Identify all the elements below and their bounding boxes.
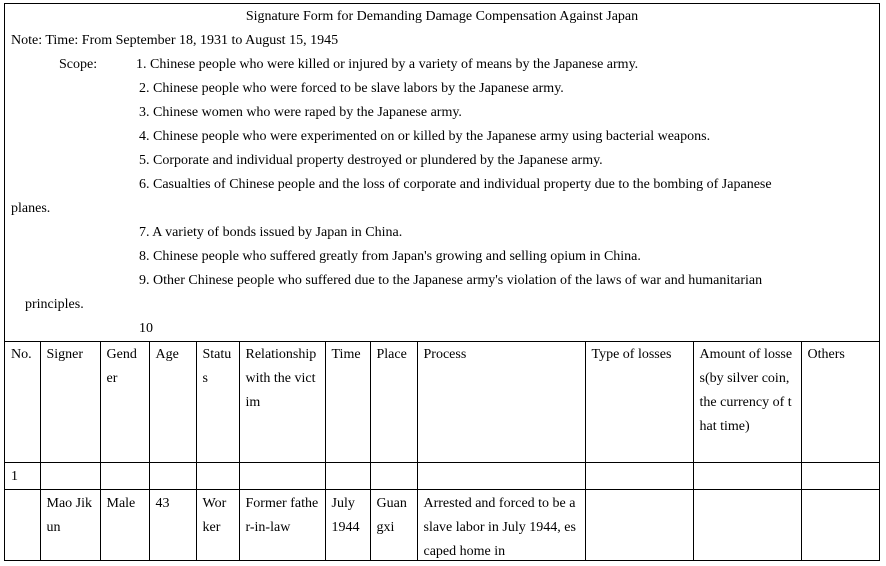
cell-status: Worker bbox=[196, 489, 239, 561]
table-cell bbox=[100, 462, 149, 489]
row-number-cell: 1 bbox=[5, 462, 40, 489]
header-amount-of-losses: Amount of losses(by silver coin, the currency of that time) bbox=[693, 341, 801, 462]
scope-item-1: 1. Chinese people who were killed or injured by a variety of means by the Japanese army. bbox=[136, 57, 639, 72]
header-gender: Gender bbox=[100, 341, 149, 462]
cell-no bbox=[5, 489, 40, 561]
header-process: Process bbox=[417, 341, 585, 462]
scope-item-6: 6. Casualties of Chinese people and the loss of corporate and individual property due to the bombing of Japanese bbox=[139, 177, 772, 192]
signature-form bbox=[4, 3, 880, 561]
table-cell bbox=[196, 462, 239, 489]
cell-amount-of-losses bbox=[693, 489, 801, 561]
scope-item-4: 4. Chinese people who were experimented on or killed by the Japanese army using bacterial weapons. bbox=[139, 129, 711, 144]
table-cell bbox=[693, 462, 801, 489]
table-cell bbox=[417, 462, 585, 489]
cell-gender: Male bbox=[100, 489, 149, 561]
scope-label: Scope: bbox=[59, 57, 98, 72]
cell-place: Guangxi bbox=[370, 489, 417, 561]
table-cell bbox=[239, 462, 325, 489]
compensation-table bbox=[5, 341, 879, 561]
header-place: Place bbox=[370, 341, 417, 462]
scope-item-3: 3. Chinese women who were raped by the Japanese army. bbox=[139, 105, 462, 120]
form-title: Signature Form for Demanding Damage Compensation Against Japan bbox=[245, 9, 639, 24]
table-header-row bbox=[5, 341, 879, 462]
scope-item-9-continued: principles. bbox=[25, 297, 84, 312]
header-status: Status bbox=[196, 341, 239, 462]
table-cell bbox=[40, 462, 100, 489]
cell-age: 43 bbox=[149, 489, 196, 561]
scope-item-10: 10 bbox=[139, 321, 153, 336]
scope-item-6-continued: planes. bbox=[11, 201, 51, 216]
header-type-of-losses: Type of losses bbox=[585, 341, 693, 462]
cell-relationship: Former father-in-law bbox=[239, 489, 325, 561]
header-others: Others bbox=[801, 341, 879, 462]
table-cell bbox=[370, 462, 417, 489]
table-cell bbox=[149, 462, 196, 489]
cell-signer: Mao Jikun bbox=[40, 489, 100, 561]
scope-item-9: 9. Other Chinese people who suffered due to the Japanese army's violation of the laws of war and humanitarian bbox=[139, 273, 763, 288]
scope-item-8: 8. Chinese people who suffered greatly from Japan's growing and selling opium in China. bbox=[139, 249, 641, 264]
header-age: Age bbox=[149, 341, 196, 462]
header-relationship: Relationship with the victim bbox=[239, 341, 325, 462]
table-cell bbox=[325, 462, 370, 489]
scope-item-7: 7. A variety of bonds issued by Japan in China. bbox=[139, 225, 403, 240]
table-row-number bbox=[5, 462, 879, 489]
scope-item-2: 2. Chinese people who were forced to be slave labors by the Japanese army. bbox=[139, 81, 564, 96]
cell-others bbox=[801, 489, 879, 561]
table-row bbox=[5, 489, 879, 561]
scope-item-5: 5. Corporate and individual property destroyed or plundered by the Japanese army. bbox=[139, 153, 603, 168]
form-header bbox=[5, 4, 879, 342]
header-signer: Signer bbox=[40, 341, 100, 462]
form-note: Note: Time: From September 18, 1931 to August 15, 1945 bbox=[11, 33, 339, 48]
header-time: Time bbox=[325, 341, 370, 462]
table-cell bbox=[801, 462, 879, 489]
header-no: No. bbox=[5, 341, 40, 462]
cell-time: July 1944 bbox=[325, 489, 370, 561]
cell-type-of-losses bbox=[585, 489, 693, 561]
cell-process: Arrested and forced to be a slave labor in July 1944, escaped home in bbox=[417, 489, 585, 561]
table-cell bbox=[585, 462, 693, 489]
